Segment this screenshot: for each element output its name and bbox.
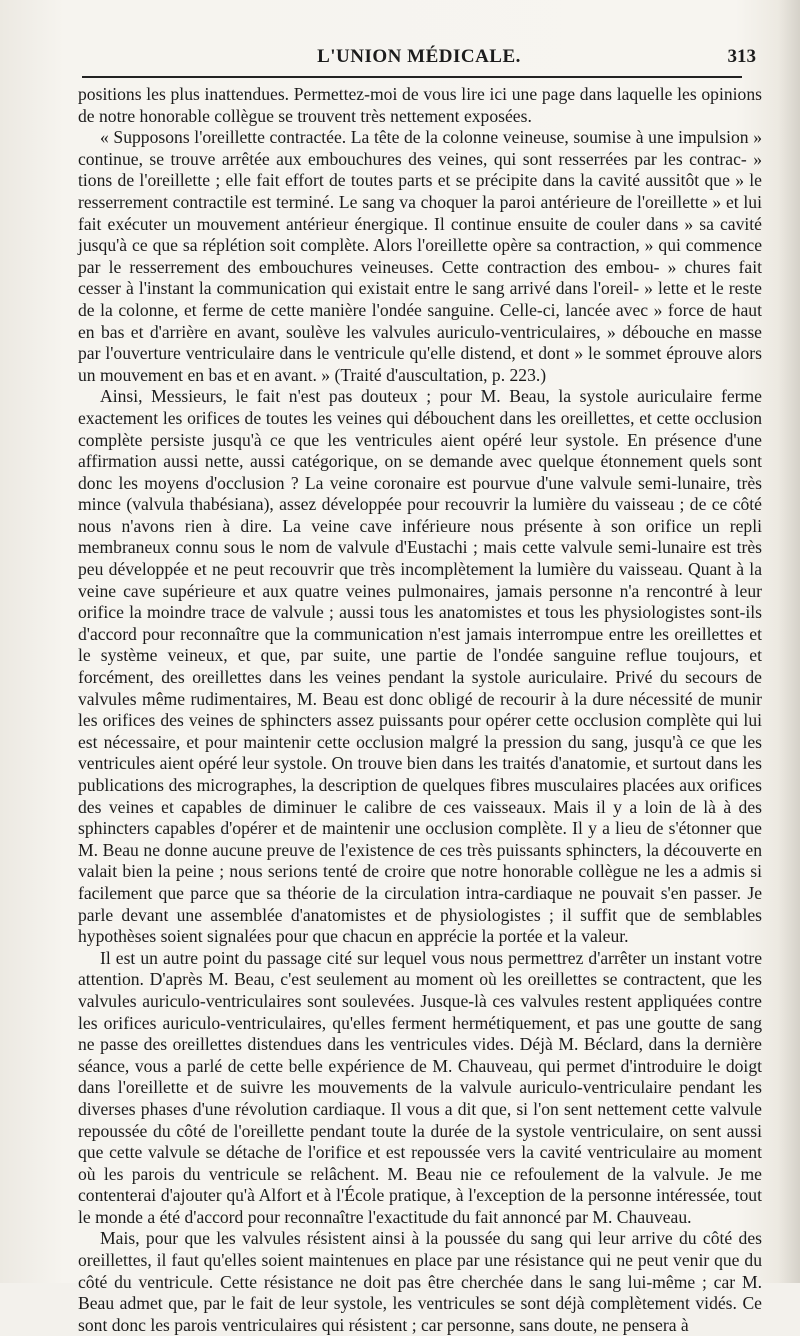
journal-title: L'UNION MÉDICALE. <box>317 46 521 67</box>
page-edge-shadow <box>778 0 800 1283</box>
paragraph-quotation: « Supposons l'oreillette contractée. La tête de la colonne veineuse, soumise à une impulsion » continue, se trouve arrêtée aux embouchures des veines, qui sont resserrées par les contrac- » tions de l'oreillette ; elle fait effort de toutes parts et se précipite dans la cavité aussitôt que » le resserrement contractile est terminé. Le sang va choquer la paroi antérieure de l'oreillette » et lui fait exécuter un mouvement antérieur énergique. Il continue ensuite de couler dans » sa cavité jusqu'à ce que sa réplétion soit complète. Alors l'oreillette opère sa contraction, » qui commence par le resserrement des embouchures veineuses. Cette contraction des embou- » chures fait cesser à l'instant la communication qui existait entre le sang arrivé dans l'oreil- » lette et le reste de la colonne, et ferme de cette manière l'ondée sanguine. Celle-ci, lancée avec » force de haut en bas et d'arrière en avant, soulève les valvules auriculo-ventriculaires, » débouche en masse par l'ouverture ventriculaire dans le ventricule qu'elle distend, et dont » le sommet éprouve alors un mouvement en bas et en avant. » (Traité d'auscultation, p. 223.) <box>78 127 762 385</box>
page-number: 313 <box>727 46 756 67</box>
running-header <box>74 38 764 74</box>
header-rule <box>82 76 742 78</box>
paragraph-4: Il est un autre point du passage cité sur lequel vous nous permettrez d'arrêter un instant votre attention. D'après M. Beau, c'est seulement au moment où les oreillettes se contractent, que les valvules auriculo-ventriculaires sont soulevées. Jusque-là ces valvules restent appliquées contre les orifices auriculo-ventriculaires, qu'elles ferment hermétiquement, et pas une goutte de sang ne passe des oreillettes distendues dans les ventricules vides. Déjà M. Béclard, dans la dernière séance, vous a parlé de cette belle expérience de M. Chauveau, qui permet d'introduire le doigt dans l'oreillette et de suivre les mouvements de la valvule auriculo-ventriculaire pendant les diverses phases d'une révolution cardiaque. Il vous a dit que, si l'on sent nettement cette valvule repoussée du côté de l'oreillette pendant toute la durée de la systole ventriculaire, on sent aussi que cette valvule se détache de l'orifice et est repoussée vers la cavité ventriculaire au moment où les parois du ventricule se relâchent. M. Beau nie ce refoulement de la valvule. Je me contenterai d'ajouter qu'à Alfort et à l'École pratique, à l'exception de la personne intéressée, tout le monde a été d'accord pour reconnaître l'exactitude du fait annoncé par M. Chauveau. <box>78 947 762 1227</box>
paragraph-3: Ainsi, Messieurs, le fait n'est pas douteux ; pour M. Beau, la systole auriculaire ferme exactement les orifices de toutes les veines qui débouchent dans les oreillettes, et cette occlusion complète persiste jusqu'à ce que les ventricules aient opéré leur systole. En présence d'une affirmation aussi nette, aussi catégorique, on se demande avec quelque étonnement quels sont donc les moyens d'occlusion ? La veine coronaire est pourvue d'une valvule semi-lunaire, très mince (valvula thabésiana), assez développée pour recouvrir la lumière du vaisseau ; de ce côté nous n'avons rien à dire. La veine cave inférieure nous présente à son orifice un repli membraneux connu sous le nom de valvule d'Eustachi ; mais cette valvule semi-lunaire est très peu développée et ne peut recouvrir que très incomplètement la lumière du vaisseau. Quant à la veine cave supérieure et aux quatre veines pulmonaires, jamais personne n'a rencontré à leur orifice la moindre trace de valvule ; aussi tous les anatomistes et tous les physiologistes sont-ils d'accord pour reconnaître que la communication n'est jamais interrompue entre les oreillettes et le système veineux, et que, par suite, une partie de l'ondée sanguine reflue toujours, et forcément, des oreillettes dans les veines pendant la systole auriculaire. Privé du secours de valvules même rudimentaires, M. Beau est donc obligé de recourir à la dure nécessité de munir les orifices des veines de sphincters assez puissants pour opérer cette occlusion complète qui lui est nécessaire, et pour maintenir cette occlusion malgré la pression du sang, jusqu'à ce que les ventricules aient opéré leur systole. On trouve bien dans les traités d'anatomie, et surtout dans les publications des micrographes, la description de quelques fibres musculaires placées aux orifices des veines et capables de diminuer le calibre de ces vaisseaux. Mais il y a loin de là à des sphincters capables d'opérer et de maintenir une occlusion complète. Il y a lieu de s'étonner que M. Beau ne donne aucune preuve de l'existence de ces très puissants sphincters, la découverte en valait bien la peine ; nous serions tenté de croire que notre honorable collègue ne les a admis si facilement que parce que sa théorie de la circulation intra-cardiaque ne pouvait s'en passer. Je parle devant une assemblée d'anatomistes et de physiologistes ; il suffit que de semblables hypothèses soient signalées pour que chacun en apprécie la portée et la valeur. <box>78 386 762 947</box>
paragraph-1: positions les plus inattendues. Permettez-moi de vous lire ici une page dans laquelle les opinions de notre honorable collègue se trouvent très nettement exposées. <box>78 84 762 126</box>
article-body <box>78 84 762 1336</box>
paragraph-5: Mais, pour que les valvules résistent ainsi à la poussée du sang qui leur arrive du côté des oreillettes, il faut qu'elles soient maintenues en place par une résistance qui ne peut venir que du côté du ventricule. Cette résistance ne doit pas être cherchée dans le sang lui-même ; car M. Beau admet que, par le fait de leur systole, les ventricules se sont déjà complètement vidés. Ce sont donc les parois ventriculaires qui résistent ; car personne, sans doute, ne pensera à <box>78 1228 762 1335</box>
